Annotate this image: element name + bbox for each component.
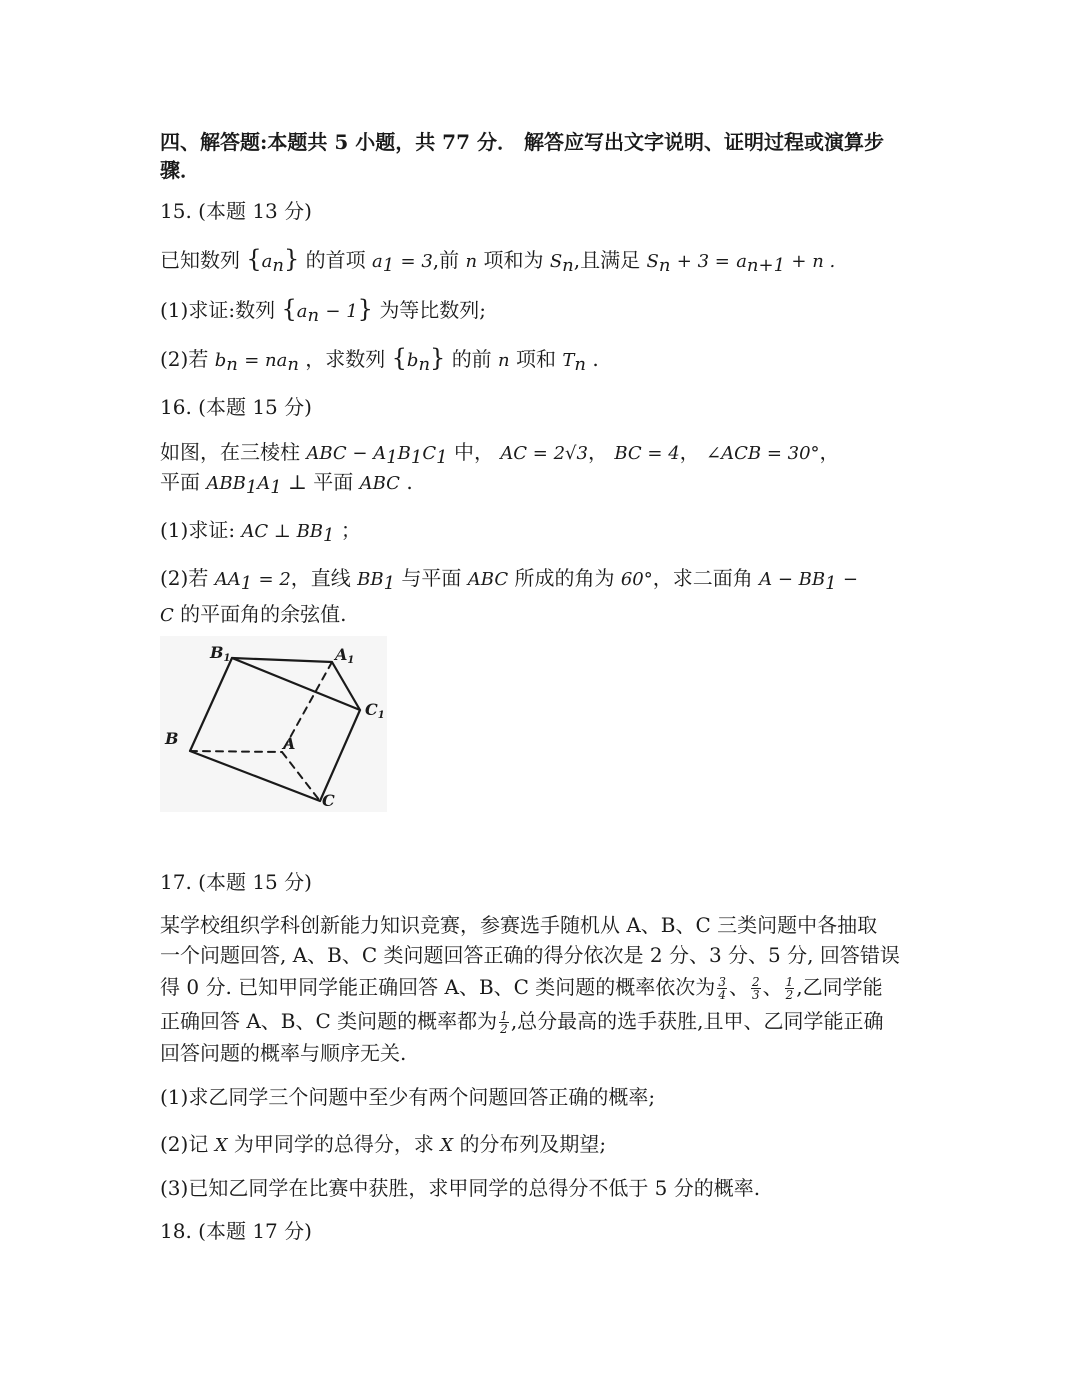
math-expr: = na: [244, 350, 288, 371]
math-var: a: [296, 301, 308, 322]
math-sub: 1: [436, 447, 448, 468]
text: ,前: [432, 248, 460, 272]
text: 为甲同学的总得分，求: [233, 1132, 434, 1156]
text: (1)求证:: [160, 518, 236, 542]
math-var: B: [397, 443, 411, 464]
text: (2)若: [160, 566, 209, 590]
text: 的前: [451, 347, 492, 371]
text: (2)记: [160, 1132, 209, 1156]
math-expr: AC = 2√3: [500, 443, 588, 464]
math-sub: n: [574, 354, 586, 375]
prism-outline: [190, 658, 360, 801]
math-var: AA: [214, 569, 241, 590]
frac-den: 2: [500, 1022, 508, 1036]
text: .: [406, 470, 413, 494]
brace-close: }: [283, 245, 300, 273]
text: 得 0 分. 已知甲同学能正确回答 A、B、C 类问题的概率依次为: [160, 975, 716, 999]
text: 、: [762, 975, 783, 999]
math-sub: 1: [383, 573, 396, 594]
q16-part1: [160, 515, 930, 551]
q15-header: 15. (本题 13 分): [160, 199, 312, 223]
math-expr: 60°: [620, 569, 653, 590]
text: 、: [728, 975, 749, 999]
section-heading-line2: 骤．: [160, 158, 200, 182]
q17-header: 17. (本题 15 分): [160, 870, 312, 894]
text: (2)若: [160, 347, 209, 371]
text: 平面: [160, 470, 200, 494]
math-expr: ABC − A: [306, 443, 387, 464]
math-sub: 1: [410, 447, 423, 468]
math-sub: n+1: [746, 255, 786, 276]
label-b1: B1: [210, 643, 231, 664]
text: (1)求证:数列: [160, 298, 276, 322]
text: 与平面: [401, 566, 462, 590]
math-expr: + 3 =: [676, 251, 730, 272]
q17-line1: 某学校组织学科创新能力知识竞赛，参赛选手随机从 A、B、C 三类问题中各抽取: [160, 913, 878, 937]
q16-stem-line2: [160, 467, 930, 503]
math-var: S: [646, 251, 659, 272]
frac-num: 2: [751, 975, 760, 989]
math-var: C: [160, 605, 174, 626]
math-sub: n: [418, 354, 431, 375]
brace-open: {: [281, 295, 297, 323]
math-expr: ABC: [359, 473, 400, 494]
math-var: b: [214, 350, 227, 371]
math-sub: n: [272, 255, 284, 276]
math-var: a: [736, 251, 747, 272]
math-var: S: [549, 251, 563, 272]
math-sub: n: [658, 255, 671, 276]
text: 所成的角为: [514, 566, 615, 590]
math-sub: 1: [323, 525, 335, 546]
math-expr: ABC: [467, 569, 509, 590]
math-expr: = 3: [400, 251, 433, 272]
math-expr: ABB: [206, 473, 246, 494]
brace-open: {: [246, 245, 262, 273]
frac-den: 2: [785, 988, 794, 1002]
q16-part2-line2: [160, 599, 930, 631]
q17-line2: 一个问题回答, A、B、C 类问题回答正确的得分依次是 2 分、3 分、5 分, 回答错误: [160, 943, 900, 967]
math-var: n: [465, 251, 478, 272]
q16-part2: [160, 563, 930, 631]
q16-part2-line1: [160, 563, 930, 599]
text: 中，: [453, 440, 494, 464]
text: ,乙同学能: [796, 975, 883, 999]
frac-den: 3: [751, 988, 760, 1002]
label-c: C: [322, 791, 335, 810]
math-sub: n: [287, 354, 299, 375]
q17-line4: [160, 1004, 930, 1038]
text: 已知数列: [160, 248, 240, 272]
text: ；: [340, 518, 361, 542]
math-var: b: [406, 350, 419, 371]
math-var: C: [422, 443, 437, 464]
math-expr: BC = 4: [614, 443, 680, 464]
math-expr: AC ⊥ BB: [241, 521, 324, 542]
math-sub: 1: [245, 477, 258, 498]
text: ⊥ 平面: [288, 470, 354, 494]
section-heading-line1: 四、解答题:本题共 5 小题，共 77 分． 解答应写出文字说明、证明过程或演算步: [160, 130, 884, 154]
math-sub: 1: [240, 573, 253, 594]
math-sub: n: [226, 354, 238, 375]
text: 正确回答 A、B、C 类问题的概率都为: [160, 1009, 498, 1033]
frac-num: 3: [718, 975, 726, 989]
math-sub: 1: [386, 447, 398, 468]
text: ，: [587, 440, 608, 464]
q17-line5: 回答问题的概率与顺序无关.: [160, 1041, 407, 1065]
text: 项和为: [483, 248, 544, 272]
label-c1: C1: [365, 700, 385, 721]
brace-open: {: [391, 344, 407, 372]
text: 的首项: [305, 248, 366, 272]
math-expr: −: [842, 569, 858, 590]
prism-figure: [160, 636, 387, 812]
fraction: [785, 976, 795, 1001]
q15-part2: [160, 343, 930, 380]
q17-line3: [160, 970, 930, 1004]
q17-part3: (3)已知乙同学在比赛中获胜，求甲同学的总得分不低于 5 分的概率.: [160, 1176, 761, 1200]
math-sub: 1: [825, 573, 837, 594]
q15-part1: [160, 294, 930, 331]
math-sub: n: [562, 255, 574, 276]
text: ，: [679, 440, 700, 464]
fraction: [499, 1010, 509, 1035]
text: ，直线: [290, 566, 351, 590]
section-heading: [160, 128, 930, 184]
math-sub: 1: [270, 477, 282, 498]
text: 如图，在三棱柱: [160, 440, 300, 464]
label-a1: A1: [335, 645, 355, 666]
edge-ab: [190, 751, 282, 752]
math-var: a: [261, 251, 273, 272]
q17-stem: [160, 910, 930, 1068]
q15-stem: [160, 244, 930, 281]
text: .: [592, 347, 599, 371]
frac-num: 1: [785, 975, 794, 989]
frac-den: 4: [718, 988, 726, 1002]
text: ,总分最高的选手获胜,且甲、乙同学能正确: [510, 1009, 884, 1033]
math-expr: ∠ACB = 30°: [706, 443, 820, 464]
label-b: B: [165, 729, 179, 748]
math-expr: − 1: [325, 301, 358, 322]
math-var: A: [257, 473, 271, 494]
math-var: a: [371, 251, 383, 272]
text: 的平面角的余弦值.: [180, 602, 347, 626]
label-a: A: [283, 734, 296, 753]
math-var: BB: [357, 569, 384, 590]
q16-header: 16. (本题 15 分): [160, 395, 312, 419]
fraction: [717, 976, 727, 1001]
brace-close: }: [357, 295, 373, 323]
q18-header: 18. (本题 17 分): [160, 1219, 312, 1243]
text: ，: [819, 440, 840, 464]
text: ,且满足: [573, 248, 641, 272]
prism-diagram: [160, 636, 387, 812]
math-var: n: [498, 350, 510, 371]
text: ，求二面角: [652, 566, 753, 590]
math-sub: n: [307, 305, 320, 326]
brace-close: }: [430, 344, 446, 372]
text: 为等比数列;: [379, 298, 487, 322]
text: 项和: [516, 347, 556, 371]
q17-part2: [160, 1129, 930, 1161]
math-var: T: [562, 350, 575, 371]
math-expr: A − BB: [759, 569, 826, 590]
frac-num: 1: [500, 1009, 508, 1023]
text: 的分布列及期望;: [459, 1132, 607, 1156]
edge-b1c1: [232, 658, 360, 710]
math-var: X: [440, 1135, 454, 1156]
q17-part1: (1)求乙同学三个问题中至少有两个问题回答正确的概率;: [160, 1085, 656, 1109]
math-sub: 1: [382, 255, 395, 276]
math-expr: = 2: [258, 569, 291, 590]
fraction: [751, 976, 761, 1001]
math-expr: + n .: [791, 251, 836, 272]
text: ，求数列: [305, 347, 386, 371]
math-var: X: [214, 1135, 228, 1156]
